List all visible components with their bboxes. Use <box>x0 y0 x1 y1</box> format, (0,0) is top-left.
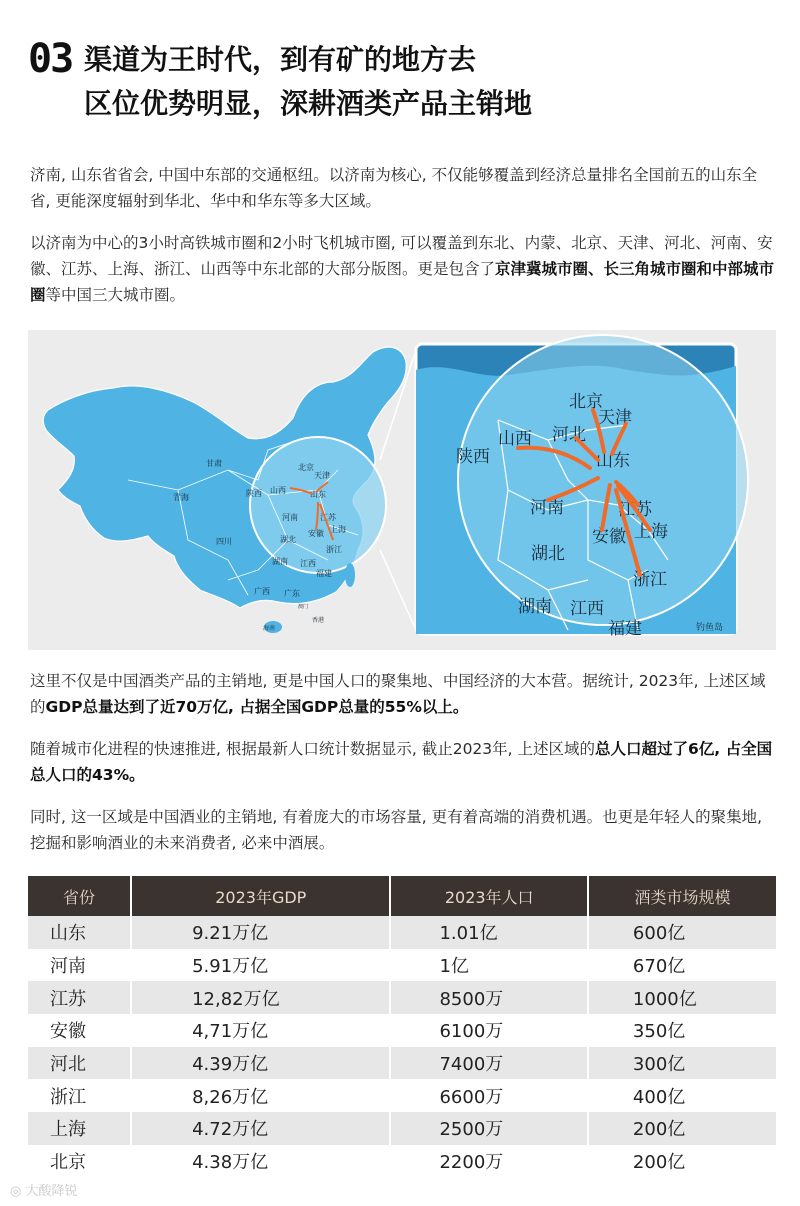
cell-province: 河北 <box>28 1047 132 1080</box>
map-label-gansu: 甘肃 <box>206 459 222 468</box>
zoom-label-shandong: 山东 <box>596 451 630 471</box>
coverage-paragraph: 以济南为中心的3小时高铁城市圈和2小时飞机城市圈, 可以覆盖到东北、内蒙、北京、天津、河北、河南、安徽、江苏、上海、浙江、山西等中东北部的大部分版图。更是包含了京津冀城市圈、长三角城市圈和中部城市圈等中国三大城市圈。 <box>30 234 775 304</box>
section-number: 03 <box>28 36 73 82</box>
cell-province: 山东 <box>28 916 132 949</box>
section-title-line1: 渠道为王时代，到有矿的地方去 <box>84 43 477 76</box>
zoom-label-shanghai: 上海 <box>634 522 668 542</box>
province-data-table <box>28 876 776 1178</box>
cell-population: 6100万 <box>391 1014 588 1047</box>
map-label-beijing: 北京 <box>298 463 314 472</box>
section-header <box>28 36 788 126</box>
column-header-market-size: 酒类市场规模 <box>589 876 776 916</box>
zoom-label-hubei: 湖北 <box>531 544 565 564</box>
city-circles-highlight: 京津冀城市圈、长三角城市圈和中部城市圈 <box>30 260 775 304</box>
cell-gdp: 8,26万亿 <box>132 1079 391 1112</box>
cell-market-size: 400亿 <box>632 1086 686 1108</box>
intro-paragraph: 济南, 山东省省会, 中国中东部的交通枢纽。以济南为核心, 不仅能够覆盖到经济总量排名全国前五的山东全省, 更能深度辐射到华北、华中和华东等多大区域。 <box>30 166 758 210</box>
column-header-population: 2023年人口 <box>391 876 588 916</box>
gdp-highlight: GDP总量达到了近70万亿, 占据全国GDP总量的55%以上。 <box>45 698 469 716</box>
taiwan-island <box>345 563 355 587</box>
cell-population: 1.01亿 <box>391 916 588 949</box>
map-label-guangxi: 广西 <box>254 587 270 596</box>
map-label-guangdong: 广东 <box>284 589 300 598</box>
zoom-label-zhejiang: 浙江 <box>633 570 667 590</box>
zoom-coverage-circle <box>458 335 748 625</box>
zoom-panel <box>416 335 748 639</box>
zoom-label-beijing: 北京 <box>569 392 603 412</box>
cell-province: 安徽 <box>28 1014 132 1047</box>
map-label-hubei: 湖北 <box>280 535 296 544</box>
cell-gdp: 12,82万亿 <box>132 981 391 1014</box>
watermark: ◎ 大酸降锐 <box>10 1184 78 1199</box>
map-label-zhejiang: 浙江 <box>326 545 342 554</box>
map-label-shandong: 山东 <box>310 490 326 499</box>
table-row <box>28 1047 776 1080</box>
map-label-hunan: 湖南 <box>272 557 288 566</box>
table-row <box>28 981 776 1014</box>
zoom-label-shaanxi: 陕西 <box>456 447 490 467</box>
zoom-label-hunan: 湖南 <box>518 597 552 617</box>
map-label-fujian: 福建 <box>316 569 332 578</box>
cell-province: 上海 <box>28 1112 132 1145</box>
zoom-label-jiangsu: 江苏 <box>618 500 652 520</box>
zoom-label-tianjin: 天津 <box>598 408 632 428</box>
table-row <box>28 1145 776 1178</box>
cell-market-size: 200亿 <box>589 1112 776 1145</box>
zoom-label-hebei: 河北 <box>552 425 586 445</box>
table-row <box>28 1079 776 1112</box>
map-label-shaanxi: 陕西 <box>246 489 262 498</box>
map-label-henan: 河南 <box>282 513 298 522</box>
cell-population: 2200万 <box>391 1145 588 1178</box>
column-header-province: 省份 <box>28 876 132 916</box>
cell-population: 7400万 <box>391 1047 588 1080</box>
cell-gdp: 4,71万亿 <box>132 1014 391 1047</box>
map-label-macau: 澳门 <box>298 604 309 610</box>
cell-market-size: 300亿 <box>589 1047 776 1080</box>
table-row <box>28 1112 776 1145</box>
zoom-label-henan: 河南 <box>530 498 564 518</box>
map-label-shanghai: 上海 <box>330 525 346 534</box>
table-row <box>28 916 776 949</box>
map-label-jiangxi: 江西 <box>300 559 316 568</box>
population-paragraph: 随着城市化进程的快速推进, 根据最新人口统计数据显示, 截止2023年, 上述区域的总人口超过了6亿, 占全国总人口的43%。 <box>30 740 773 784</box>
cell-gdp: 9.21万亿 <box>132 916 391 949</box>
cell-market-size: 200亿 <box>632 1152 686 1174</box>
consumer-paragraph: 同时, 这一区域是中国酒业的主销地, 有着庞大的市场容量, 更有着高端的消费机遇。也更是年轻人的聚集地, 挖掘和影响酒业的未来消费者, 必来中酒展。 <box>30 808 762 852</box>
cell-province: 江苏 <box>28 981 132 1014</box>
zoom-label-jiangxi: 江西 <box>570 599 604 619</box>
map-label-sichuan: 四川 <box>216 537 232 546</box>
map-label-hongkong: 香港 <box>312 617 325 624</box>
cell-province: 浙江 <box>28 1079 132 1112</box>
map-label-jiangsu: 江苏 <box>320 513 336 522</box>
cell-market-size: 350亿 <box>632 1021 686 1043</box>
map-figure <box>28 330 776 650</box>
cell-gdp: 5.91万亿 <box>132 949 391 982</box>
map-label-qinghai: 青海 <box>173 493 189 502</box>
population-highlight: 总人口超过了6亿, 占全国总人口的43%。 <box>30 740 773 784</box>
cell-population: 8500万 <box>391 981 588 1014</box>
section-title-line2: 区位优势明显，深耕酒类产品主销地 <box>84 87 533 120</box>
zoom-label-diaoyu: 钓鱼岛 <box>696 623 724 633</box>
cell-gdp: 4.72万亿 <box>132 1112 391 1145</box>
table-row <box>28 949 776 982</box>
map-label-tianjin: 天津 <box>314 471 330 480</box>
cell-market-size: 1000亿 <box>589 981 776 1014</box>
zoom-label-anhui: 安徽 <box>592 527 626 547</box>
map-label-shanxi: 山西 <box>270 486 286 495</box>
cell-population: 1亿 <box>391 949 588 982</box>
map-label-anhui: 安徽 <box>308 529 324 538</box>
cell-market-size: 670亿 <box>632 956 686 978</box>
table-row <box>28 1014 776 1047</box>
cell-gdp: 4.39万亿 <box>132 1047 391 1080</box>
zoom-label-fujian: 福建 <box>608 619 642 639</box>
column-header-gdp: 2023年GDP <box>132 876 391 916</box>
table-header-row <box>28 876 776 916</box>
cell-province: 河南 <box>28 949 132 982</box>
china-map-svg <box>28 330 776 650</box>
cell-market-size: 600亿 <box>589 916 776 949</box>
cell-gdp: 4.38万亿 <box>132 1145 391 1178</box>
map-label-hainan: 海南 <box>263 625 276 632</box>
zoom-label-shanxi: 山西 <box>498 429 532 449</box>
cell-population: 6600万 <box>391 1079 588 1112</box>
market-paragraph: 这里不仅是中国酒类产品的主销地, 更是中国人口的聚集地、中国经济的大本营。据统计, 2023年, 上述区域的GDP总量达到了近70万亿, 占据全国GDP总量的55%以上。 <box>30 672 766 716</box>
cell-province: 北京 <box>28 1145 132 1178</box>
cell-population: 2500万 <box>391 1112 588 1145</box>
